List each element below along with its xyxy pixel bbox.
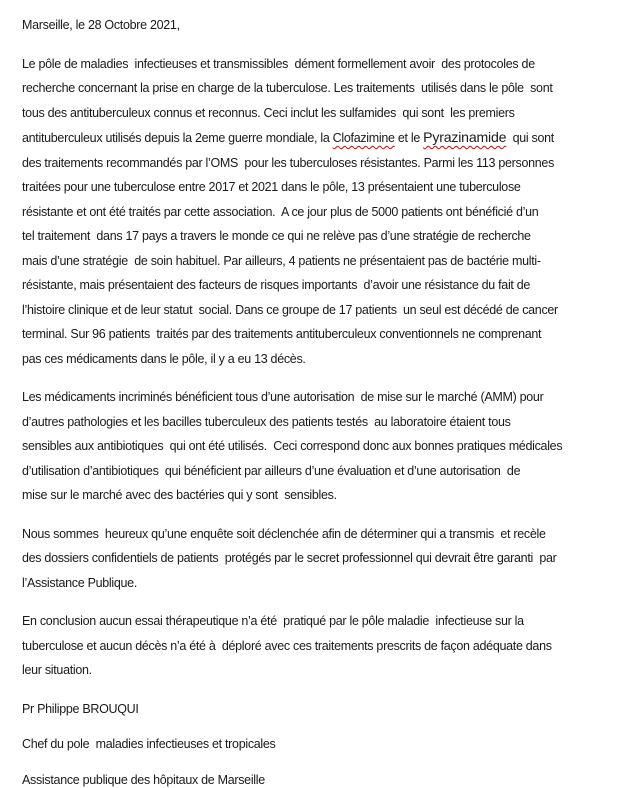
paragraph-conclusion: En conclusion aucun essai thérapeutique n’a été pratiqué par le pôle maladie infectieuse sur la tuberculose et aucun décès n’a été à déploré avec ces traitements prescrits de façon adéquate dans leur situation. — [22, 614, 552, 677]
paragraph-treatments: Le pôle de maladies infectieuses et transmissibles dément formellement avoir des protocoles de recherche concernant la prise en charge de la tuberculose. Les traitements utilisés dans le pôle sont tous des antituberculeux connus et reconnus. Ceci inclut les sulfamides qui sont les premiers antituberculeux utilisés depuis la 2eme guerre mondiale, la Clofazimine et le Pyrazinamide qui sont des traitements recommandés par l’OMS pour les tuberculoses résistantes. Parmi les 113 personnes traitées pour une tuberculose entre 2017 et 2021 dans le pôle, 13 présentaient une tuberculose résistante et ont été traités par cette association. A ce jour plus de 5000 patients ont bénéficié d’un tel traitement dans 17 pays a travers le monde ce qui ne relève pas d’une stratégie de recherche mais d’une stratégie de soin habituel. Par ailleurs, 4 patients ne présentaient pas de bactérie multi- résistante, mais présentaient des facteurs de risques importants d’avoir une résistance du fait de l’histoire clinique et de leur statut social. Dans ce groupe de 17 patients un seul est décédé de cancer terminal. Sur 96 patients traités par des traitements antituberculeux conventionnels ne comprenant pas ces médicaments dans le pôle, il y a eu 13 décès. — [22, 56, 558, 366]
paragraph-inquiry: Nous sommes heureux qu’une enquête soit déclenchée afin de déterminer qui a transmis et recèle des dossiers confidentiels de patients protégés par le secret professionnel qui devrait être garanti par l’Assistance Publique. — [22, 526, 557, 590]
paragraph-amm: Les médicaments incriminés bénéficient tous d’une autorisation de mise sur le marché (AMM) pour d’autres pathologies et les bacilles tuberculeux des patients testés au laboratoire étaient tous sensibles aux antibiotiques qui ont été utilisés. Ceci correspond donc aux bonnes pratiques médicales d’utilisation d’antibiotiques qui bénéficient par ailleurs d’une évaluation et d’une autorisation de mise sur le marché avec des bactéries qui y sont sensibles. — [22, 390, 563, 502]
signature-title: Chef du pole maladies infectieuses et tropicales — [22, 737, 276, 751]
spellcheck-flagged-word: Pyrazinamide — [423, 129, 507, 145]
letter-body — [22, 52, 603, 683]
signature-name: Pr Philippe BROUQUI — [22, 701, 139, 716]
signature-organization: Assistance publique des hôpitaux de Marseille — [22, 772, 265, 787]
spellcheck-flagged-word: Clofazimine — [332, 131, 395, 145]
letter-dateline: Marseille, le 28 Octobre 2021, — [22, 18, 180, 32]
signature-block — [22, 697, 603, 788]
